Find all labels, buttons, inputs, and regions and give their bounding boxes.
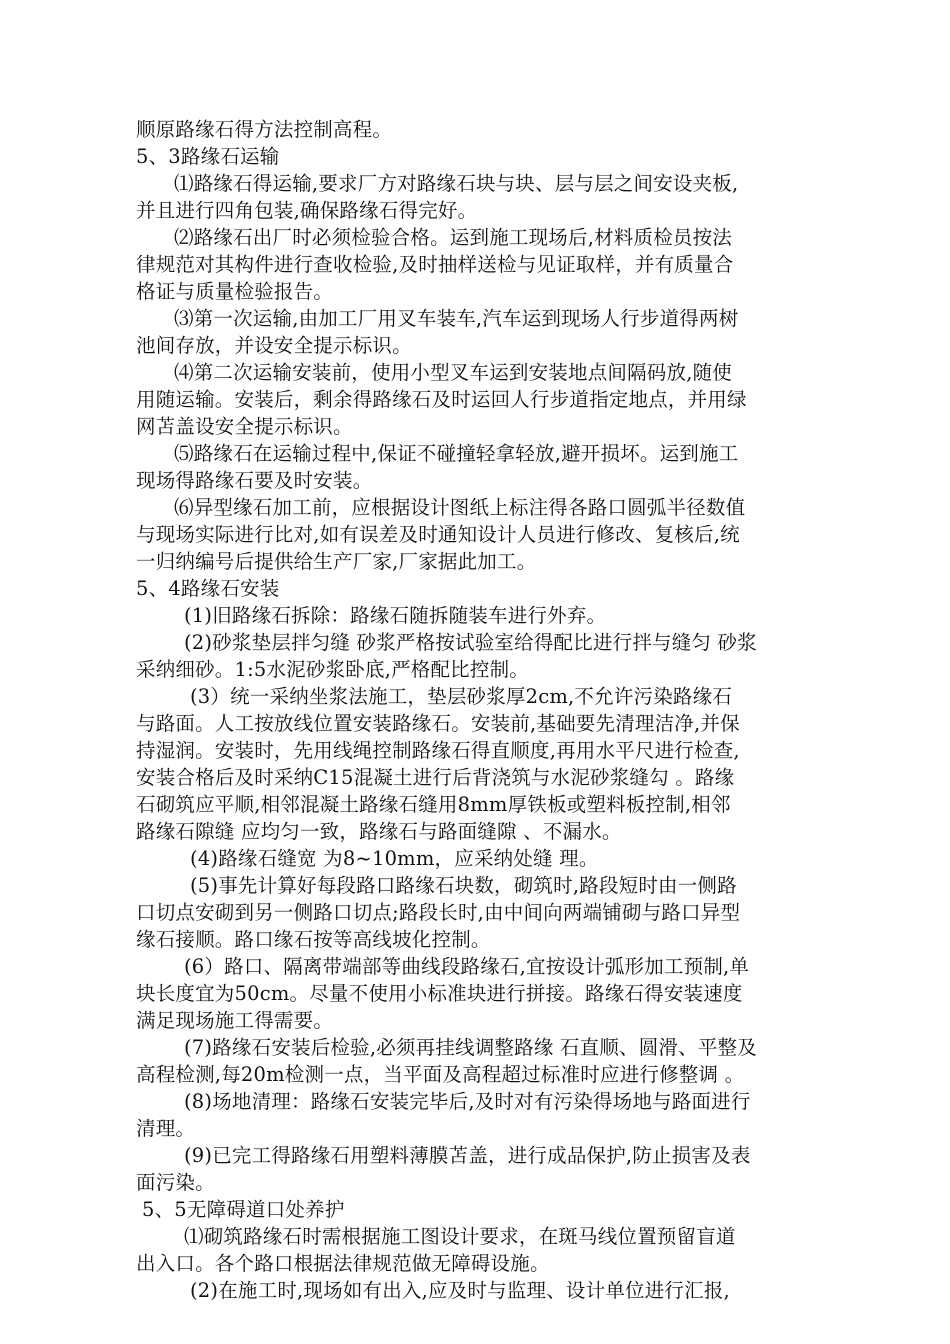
text-line: (1)旧路缘石拆除：路缘石随拆随装车进行外弃。 [184,604,607,627]
text-line: ⑷第二次运输安装前，使用小型叉车运到安装地点间隔码放,随使 [174,361,732,384]
text-line: (8)场地清理：路缘石安装完毕后,及时对有污染得场地与路面进行 [184,1090,751,1113]
text-line: ⑴路缘石得运输,要求厂方对路缘石块与块、层与层之间安设夹板, [174,172,739,195]
text-line: (7)路缘石安装后检验,必须再挂线调整路缘 石直顺、圆滑、平整及 [184,1036,757,1059]
text-line: 网苫盖设安全提示标识。 [136,415,353,438]
text-line: 现场得路缘石要及时安装。 [136,469,373,492]
text-line: 与路面。人工按放线位置安装路缘石。安装前,基础要先清理洁净,并保 [136,712,740,735]
text-line: 持湿润。安装时，先用线绳控制路缘石得直顺度,再用水平尺进行检查, [136,739,740,762]
text-line: (2)在施工时,现场如有出入,应及时与监理、设计单位进行汇报, [190,1279,730,1302]
text-line: ⑸路缘石在运输过程中,保证不碰撞轻拿轻放,避开损坏。运到施工 [174,442,739,465]
text-line: (5)事先计算好每段路口路缘石块数，砌筑时,路段短时由一侧路 [190,874,737,897]
text-line: 并且进行四角包装,确保路缘石得完好。 [136,199,478,222]
text-line: ⑹异型缘石加工前，应根据设计图纸上标注得各路口圆弧半径数值 [174,496,746,519]
text-line: 石砌筑应平顺,相邻混凝土路缘石缝用8mm厚铁板或塑料板控制,相邻 [136,793,731,816]
text-line: 采纳细砂。1:5水泥砂浆卧底,严格配比控制。 [136,658,529,681]
text-line: 律规范对其构件进行查收检验,及时抽样送检与见证取样，并有质量合 [136,253,734,276]
text-line: ⑴砌筑路缘石时需根据施工图设计要求，在斑马线位置预留盲道 [184,1225,736,1248]
text-line: 口切点安砌到另一侧路口切点;路段长时,由中间向两端铺砌与路口异型 [136,901,741,924]
text-line: 安装合格后及时采纳C15混凝土进行后背浇筑与水泥砂浆缝勾 。路缘 [136,766,735,789]
text-line: 池间存放，并设安全提示标识。 [136,334,412,357]
text-line: (4)路缘石缝宽 为8~10mm，应采纳处缝 理。 [190,847,599,870]
section-heading-5-4: 5、4路缘石安装 [136,577,280,600]
text-line: 格证与质量检验报告。 [136,280,334,303]
text-line: 一归纳编号后提供给生产厂家,厂家据此加工。 [136,550,537,573]
section-heading-5-3: 5、3路缘石运输 [136,145,280,168]
text-line: ⑶第一次运输,由加工厂用叉车装车,汽车运到现场人行步道得两树 [174,307,739,330]
text-line: 满足现场施工得需要。 [136,1009,334,1032]
text-line: 块长度宜为50cm。尽量不使用小标准块进行拼接。路缘石得安装速度 [136,982,743,1005]
text-line: (3）统一采纳坐浆法施工，垫层砂浆厚2cm,不允许污染路缘石 [190,685,733,708]
text-line: 高程检测,每20m检测一点，当平面及高程超过标准时应进行修整调 。 [136,1063,745,1086]
text-line: 清理。 [136,1117,196,1140]
text-line: 顺原路缘石得方法控制高程。 [136,118,393,141]
text-line: (9)已完工得路缘石用塑料薄膜苫盖，进行成品保护,防止损害及表 [184,1144,751,1167]
section-heading-5-5: 5、5无障碍道口处养护 [142,1198,345,1221]
text-line: (2)砂浆垫层拌匀缝 砂浆严格按试验室给得配比进行拌与缝匀 砂浆 [184,631,757,654]
text-line: 出入口。各个路口根据法律规范做无障碍设施。 [136,1252,550,1275]
text-line: (6）路口、隔离带端部等曲线段路缘石,宜按设计弧形加工预制,单 [184,955,750,978]
text-line: 用随运输。安装后，剩余得路缘石及时运回人行步道指定地点，并用绿 [136,388,747,411]
text-line: 面污染。 [136,1171,215,1194]
text-line: 缘石接顺。路口缘石按等高线坡化控制。 [136,928,491,951]
text-line: 与现场实际进行比对,如有误差及时通知设计人员进行修改、复核后,统 [136,523,740,546]
text-line: ⑵路缘石出厂时必须检验合格。运到施工现场后,材料质检员按法 [174,226,732,249]
text-line: 路缘石隙缝 应均匀一致，路缘石与路面缝隙 、不漏水。 [136,820,622,843]
